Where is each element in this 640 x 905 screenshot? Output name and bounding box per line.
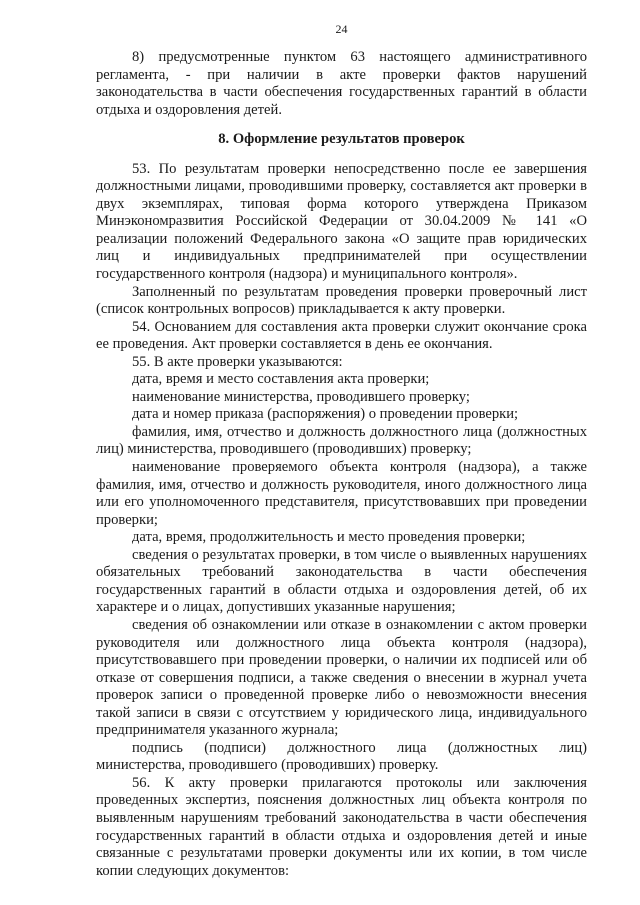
paragraph-checklist: Заполненный по результатам проведения проверки проверочный лист (список контрольных вопросов) прикладывается к акту проверки. [96,283,587,318]
page-number: 24 [335,22,348,36]
paragraph-55: 55. В акте проверки указываются: [132,353,343,370]
list-item-order: дата и номер приказа (распоряжения) о проведении проверки; [132,406,519,423]
list-item-officials: фамилия, имя, отчество и должность должностного лица (должностных лиц) министерства, проводившего (проводивших) проверку; [96,423,587,458]
list-item-results: сведения о результатах проверки, в том числе о выявленных нарушениях обязательных требований законодательства в части обеспечения государственных гарантий в области отдыха и оздоровления детей, об их характере и о лицах, допустивших указанные нарушения; [96,546,587,616]
list-item-duration: дата, время, продолжительность и место проведения проверки; [132,529,526,546]
paragraph-item-8: 8) предусмотренные пунктом 63 настоящего административного регламента, - при наличии в акте проверки фактов нарушений законодательства в части обеспечения государственных гарантий в области отдыха и оздоровления детей. [96,49,587,118]
list-item-signature: подпись (подписи) должностного лица (должностных лиц) министерства, проводившего (проводивших) проверку. [96,739,587,774]
list-item-ministry-name: наименование министерства, проводившего проверку; [132,388,470,405]
list-item-inspected-object: наименование проверяемого объекта контроля (надзора), а также фамилия, имя, отчество и должность руководителя, иного должностного лица или его уполномоченного представителя, присутствовавших при проведении проверки; [96,459,587,528]
section-title: 8. Оформление результатов проверок [218,131,465,148]
list-item-acknowledgement: сведения об ознакомлении или отказе в ознакомлении с актом проверки руководителя или должностного лица объекта контроля (надзора), присутствовавшего при проведении проверки, о наличии их подписей или об отказе от совершения подписи, а также сведения о внесении в журнал учета проверок записи о проведенной проверке либо о невозможности внесения такой записи в связи с отсутствием у юридического лица, индивидуального предпринимателя указанного журнала; [96,616,587,739]
paragraph-53: 53. По результатам проверки непосредственно после ее завершения должностными лицами, проводившими проверку, составляется акт проверки в двух экземплярах, типовая форма которого утверждена Приказом Минэкономразвития Российской Федерации от 30.04.2009 № 141 «О реализации положений Федерального закона «О защите прав юридических лиц и индивидуальных предпринимателей при осуществлении государственного контроля (надзора) и муниципального контроля». [96,160,587,283]
paragraph-56: 56. К акту проверки прилагаются протоколы или заключения проведенных экспертиз, пояснения должностных лиц объекта контроля по выявленным нарушениям требований законодательства в части обеспечения государственных гарантий в области отдыха и оздоровления детей и иные связанные с результатами проверки документы или их копии, в том числе копии следующих документов: [96,774,587,879]
list-item-date-place: дата, время и место составления акта проверки; [132,371,430,388]
paragraph-54: 54. Основанием для составления акта проверки служит окончание срока ее проведения. Акт проверки составляется в день ее окончания. [96,318,587,353]
